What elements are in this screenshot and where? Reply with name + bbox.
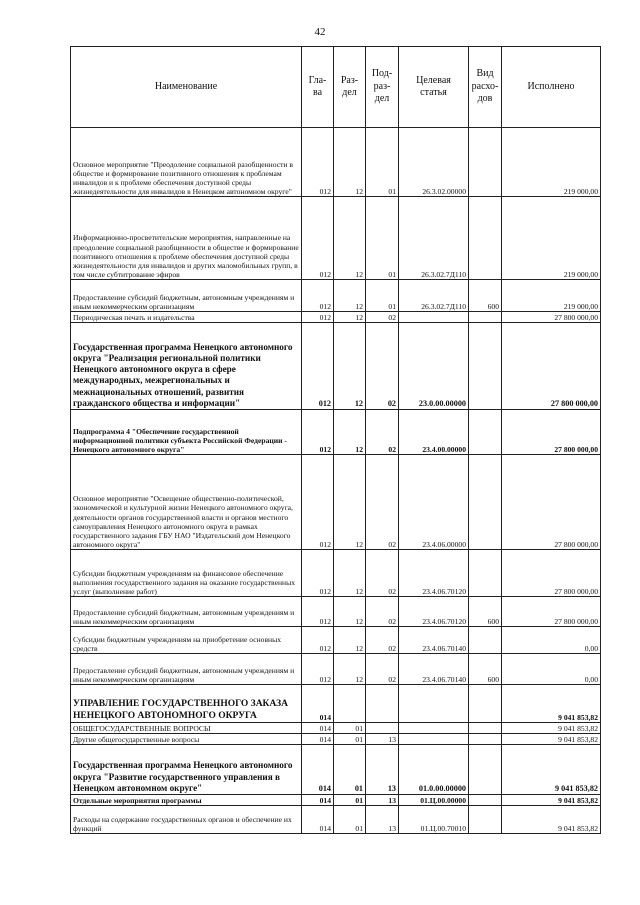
row-type	[469, 312, 502, 323]
row-type	[469, 745, 502, 795]
row-chapter: 012	[302, 654, 334, 685]
row-subsection: 02	[366, 312, 399, 323]
table-row	[71, 795, 601, 806]
row-target	[399, 312, 469, 323]
row-target: 23.4.06.70140	[399, 627, 469, 654]
row-section: 12	[334, 197, 366, 280]
row-chapter: 014	[302, 745, 334, 795]
row-section: 12	[334, 128, 366, 197]
row-name: Государственная программа Ненецкого автономного округа "Развитие государственного управления в Ненецком автономном округе"	[71, 745, 302, 795]
row-subsection: 01	[366, 197, 399, 280]
row-executed: 9 041 853,82	[502, 745, 601, 795]
row-type	[469, 550, 502, 597]
row-executed: 27 800 000,00	[502, 597, 601, 627]
row-section: 12	[334, 627, 366, 654]
row-chapter: 012	[302, 550, 334, 597]
row-name: Расходы на содержание государственных органов и обеспечение их функций	[71, 806, 302, 834]
row-executed: 9 041 853,82	[502, 685, 601, 723]
header-target: Целевая статья	[399, 47, 469, 128]
row-type: 600	[469, 597, 502, 627]
row-type	[469, 734, 502, 745]
row-section: 01	[334, 795, 366, 806]
row-target: 26.3.02.7Д110	[399, 197, 469, 280]
row-target: 23.0.00.00000	[399, 323, 469, 410]
row-chapter: 014	[302, 734, 334, 745]
table-row	[71, 734, 601, 745]
table-row	[71, 312, 601, 323]
row-executed: 219 000,00	[502, 128, 601, 197]
row-target: 26.3.02.00000	[399, 128, 469, 197]
row-executed: 27 800 000,00	[502, 312, 601, 323]
table-row	[71, 550, 601, 597]
row-name: Периодическая печать и издательства	[71, 312, 302, 323]
row-name: Отдельные мероприятия программы	[71, 795, 302, 806]
table-row	[71, 806, 601, 834]
row-executed: 0,00	[502, 627, 601, 654]
table-row	[71, 280, 601, 312]
row-executed: 27 800 000,00	[502, 410, 601, 455]
header-type: Вид расхо- дов	[469, 47, 502, 128]
row-chapter: 014	[302, 806, 334, 834]
row-subsection: 02	[366, 550, 399, 597]
row-name: Основное мероприятие "Преодоление социальной разобщенности в обществе и формирование позитивного отношения к проблемам инвалидов и к проблеме обеспечения доступной среды жизнедеятельности для инвалидов в Ненецком автономном округе"	[71, 128, 302, 197]
row-target: 26.3.02.7Д110	[399, 280, 469, 312]
row-target: 01.0.00.00000	[399, 745, 469, 795]
row-subsection: 13	[366, 795, 399, 806]
row-subsection: 13	[366, 734, 399, 745]
row-type	[469, 128, 502, 197]
row-section: 12	[334, 654, 366, 685]
row-name: ОБЩЕГОСУДАРСТВЕННЫЕ ВОПРОСЫ	[71, 723, 302, 734]
row-chapter: 012	[302, 128, 334, 197]
row-executed: 9 041 853,82	[502, 806, 601, 834]
row-chapter: 012	[302, 627, 334, 654]
row-type	[469, 323, 502, 410]
row-executed: 27 800 000,00	[502, 455, 601, 550]
row-target	[399, 723, 469, 734]
row-target: 23.4.06.00000	[399, 455, 469, 550]
row-section: 01	[334, 723, 366, 734]
row-type	[469, 795, 502, 806]
row-chapter: 012	[302, 312, 334, 323]
row-target	[399, 685, 469, 723]
table-row	[71, 654, 601, 685]
row-subsection: 02	[366, 410, 399, 455]
header-subsection: Под- раз- дел	[366, 47, 399, 128]
row-chapter: 014	[302, 685, 334, 723]
row-executed: 27 800 000,00	[502, 323, 601, 410]
row-section: 12	[334, 312, 366, 323]
row-chapter: 014	[302, 723, 334, 734]
header-chapter: Гла- ва	[302, 47, 334, 128]
header-section: Раз- дел	[334, 47, 366, 128]
row-chapter: 012	[302, 455, 334, 550]
row-type	[469, 685, 502, 723]
row-type	[469, 455, 502, 550]
page-number: 42	[314, 26, 326, 38]
table-row	[71, 323, 601, 410]
row-name: Основное мероприятие "Освещение общественно-политической, экономической и культурной жизни Ненецкого автономного округа, деятельности органов государственной власти и органов местного самоуправления Ненецкого автономного округа в рамках государственного задания ГБУ НАО "Издательский дом Ненецкого автономного округа"	[71, 455, 302, 550]
row-type	[469, 723, 502, 734]
row-name: Другие общегосударственные вопросы	[71, 734, 302, 745]
table-row	[71, 197, 601, 280]
row-executed: 9 041 853,82	[502, 734, 601, 745]
row-type	[469, 806, 502, 834]
row-name: Субсидии бюджетным учреждениям на финансовое обеспечение выполнения государственного задания на оказание государственных услуг (выполнение работ)	[71, 550, 302, 597]
row-subsection: 02	[366, 654, 399, 685]
row-executed: 27 800 000,00	[502, 550, 601, 597]
row-subsection	[366, 723, 399, 734]
row-target: 01.Ц.00.00000	[399, 795, 469, 806]
row-target: 23.4.06.70140	[399, 654, 469, 685]
row-executed: 0,00	[502, 654, 601, 685]
table-row	[71, 745, 601, 795]
row-chapter: 012	[302, 197, 334, 280]
row-target: 23.4.06.70120	[399, 550, 469, 597]
row-chapter: 012	[302, 597, 334, 627]
table-row	[71, 597, 601, 627]
header-executed: Исполнено	[502, 47, 601, 128]
row-executed: 9 041 853,82	[502, 723, 601, 734]
table-row	[71, 128, 601, 197]
row-name: Предоставление субсидий бюджетным, автономным учреждениям и иным некоммерческим организациям	[71, 597, 302, 627]
row-target: 01.Ц.00.70010	[399, 806, 469, 834]
row-section: 12	[334, 597, 366, 627]
table-row	[71, 455, 601, 550]
table-row	[71, 685, 601, 723]
row-chapter: 012	[302, 280, 334, 312]
row-chapter: 012	[302, 323, 334, 410]
row-name: Предоставление субсидий бюджетным, автономным учреждениям и иным некоммерческим организациям	[71, 280, 302, 312]
row-section	[334, 685, 366, 723]
row-section: 12	[334, 410, 366, 455]
row-chapter: 014	[302, 795, 334, 806]
row-section: 01	[334, 745, 366, 795]
row-type	[469, 627, 502, 654]
row-name: УПРАВЛЕНИЕ ГОСУДАРСТВЕННОГО ЗАКАЗА НЕНЕЦКОГО АВТОНОМНОГО ОКРУГА	[71, 685, 302, 723]
row-type	[469, 197, 502, 280]
row-target: 23.4.06.70120	[399, 597, 469, 627]
header-row	[71, 47, 601, 128]
row-subsection: 13	[366, 745, 399, 795]
row-subsection: 13	[366, 806, 399, 834]
row-executed: 219 000,00	[502, 197, 601, 280]
row-name: Государственная программа Ненецкого автономного округа "Реализация региональной политики Ненецкого автономного округа в сфере международных, межрегиональных и межнациональных отношений, развития гражданского общества и информации"	[71, 323, 302, 410]
row-subsection: 02	[366, 627, 399, 654]
row-subsection: 01	[366, 280, 399, 312]
row-section: 12	[334, 323, 366, 410]
row-target	[399, 734, 469, 745]
row-section: 12	[334, 280, 366, 312]
row-name: Информационно-просветительские мероприятия, направленные на преодоление социальной разобщенности в обществе и формирование позитивного отношения к проблеме обеспечения доступной среды жизнедеятельности для инвалидов и других маломобильных групп, в том числе субтитрование эфиров	[71, 197, 302, 280]
row-subsection: 01	[366, 128, 399, 197]
row-type	[469, 410, 502, 455]
table-row	[71, 410, 601, 455]
row-section: 01	[334, 806, 366, 834]
row-type: 600	[469, 280, 502, 312]
row-executed: 9 041 853,82	[502, 795, 601, 806]
row-target: 23.4.00.00000	[399, 410, 469, 455]
budget-table	[70, 46, 601, 834]
row-section: 12	[334, 455, 366, 550]
row-type: 600	[469, 654, 502, 685]
row-subsection: 02	[366, 455, 399, 550]
row-subsection	[366, 685, 399, 723]
row-chapter: 012	[302, 410, 334, 455]
row-subsection: 02	[366, 323, 399, 410]
row-executed: 219 000,00	[502, 280, 601, 312]
row-name: Предоставление субсидий бюджетным, автономным учреждениям и иным некоммерческим организациям	[71, 654, 302, 685]
row-name: Субсидии бюджетным учреждениям на приобретение основных средств	[71, 627, 302, 654]
table-row	[71, 723, 601, 734]
row-name: Подпрограмма 4 "Обеспечение государственной информационной политики субъекта Российской Федерации - Ненецкого автономного округа"	[71, 410, 302, 455]
header-name: Наименование	[71, 47, 302, 128]
row-section: 12	[334, 550, 366, 597]
table-row	[71, 627, 601, 654]
row-subsection: 02	[366, 597, 399, 627]
row-section: 01	[334, 734, 366, 745]
